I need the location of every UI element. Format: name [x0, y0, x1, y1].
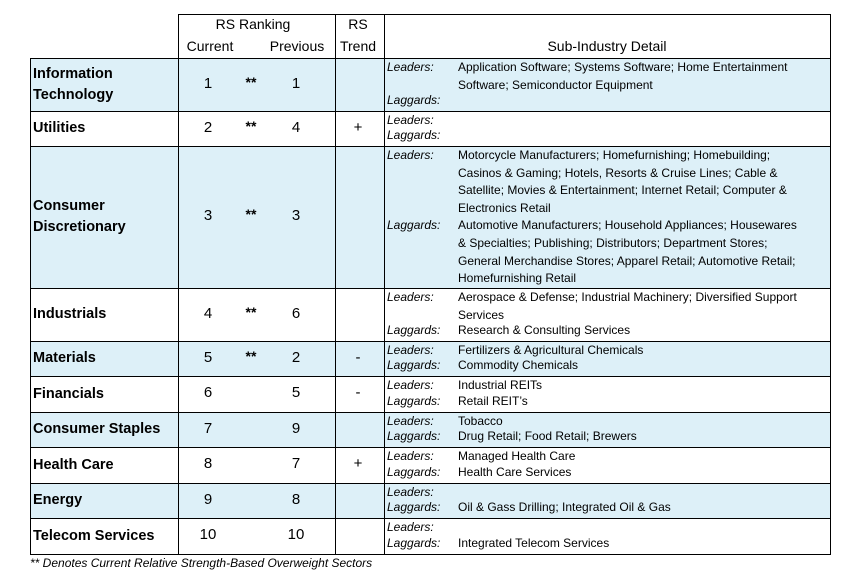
laggards-label: Laggards:	[387, 93, 441, 108]
sector-name-text: Materials	[33, 350, 96, 366]
current-rank: 9	[203, 490, 213, 508]
row-divider	[30, 111, 830, 112]
sector-name	[33, 376, 104, 412]
leaders-detail: Industrial REITs	[458, 378, 543, 392]
laggards-detail: Drug Retail; Food Retail; Brewers	[458, 429, 637, 444]
leaders-label: Leaders:	[387, 449, 434, 463]
row-divider	[30, 146, 830, 147]
header-rs-ranking: RS Ranking	[215, 16, 291, 32]
leaders-label: Leaders:	[387, 290, 434, 304]
header-bottom-border	[30, 58, 830, 59]
table-row	[30, 518, 830, 554]
leaders-label: Leaders:	[387, 378, 434, 392]
table-row	[30, 447, 830, 483]
laggards-detail: Automotive Manufacturers; Household Appliances; Housewares & Specialties; Publishing; Distributors; Department Stores; General Merchandise Stores; Apparel Retail; Automotive Retail; Homefurnishing Retail	[458, 218, 797, 286]
table-row	[30, 341, 830, 376]
leaders-label: Leaders:	[387, 113, 434, 127]
laggards-detail: Research & Consulting Services	[458, 323, 631, 338]
header-sub-industry-detail: Sub-Industry Detail	[547, 38, 667, 54]
leaders-label: Leaders:	[387, 343, 434, 357]
sector-name	[33, 146, 126, 288]
laggards-label: Laggards:	[387, 465, 441, 480]
sector-column-divider	[178, 14, 179, 555]
row-divider	[30, 483, 830, 484]
table-row	[30, 146, 830, 288]
previous-rank: 7	[291, 455, 301, 472]
leaders-label: Leaders:	[387, 414, 434, 428]
row-divider	[30, 376, 830, 377]
leaders-label: Leaders:	[387, 485, 434, 499]
laggards-label: Laggards:	[387, 218, 441, 233]
sector-name-text: Industrials	[33, 306, 107, 322]
right-border	[830, 14, 831, 555]
leaders-detail: Aerospace & Defense; Industrial Machinery; Diversified Support Services	[458, 290, 797, 322]
rs-trend: +	[353, 118, 363, 136]
sector-name	[33, 288, 106, 341]
sector-name-text: Health Care	[33, 456, 114, 473]
table-row	[30, 288, 830, 341]
current-rank: 5	[203, 348, 213, 366]
table-row	[30, 58, 830, 111]
row-divider	[30, 554, 830, 555]
current-rank: 1	[203, 74, 213, 92]
current-rank: 3	[203, 207, 213, 224]
laggards-detail: Retail REIT’s	[458, 394, 528, 409]
header-trend: Trend	[339, 38, 377, 54]
sector-name-text: Telecom Services	[33, 527, 155, 544]
row-divider	[30, 412, 830, 413]
left-border	[30, 58, 31, 555]
previous-rank: 8	[291, 490, 301, 508]
previous-rank: 5	[291, 384, 301, 401]
previous-rank: 3	[291, 207, 301, 224]
header-rs: RS	[348, 16, 368, 32]
sector-name	[33, 58, 113, 111]
current-rank: 7	[203, 419, 213, 437]
table-row	[30, 412, 830, 447]
laggards-label: Laggards:	[387, 358, 441, 373]
footnote: ** Denotes Current Relative Strength-Based Overweight Sectors	[30, 556, 373, 570]
row-divider	[30, 341, 830, 342]
laggards-label: Laggards:	[387, 323, 441, 338]
sector-name-text: Consumer Discretionary	[33, 198, 126, 235]
laggards-detail: Health Care Services	[458, 465, 572, 480]
current-rank: 8	[203, 455, 213, 472]
previous-rank: 4	[291, 118, 301, 136]
sector-name	[33, 518, 154, 554]
laggards-detail: Oil & Gass Drilling; Integrated Oil & Gas	[458, 500, 671, 515]
current-rank: 6	[203, 384, 213, 401]
laggards-detail: Integrated Telecom Services	[458, 536, 610, 551]
laggards-label: Laggards:	[387, 500, 441, 515]
laggards-label: Laggards:	[387, 429, 441, 444]
rs-trend: -	[355, 348, 361, 366]
current-rank: 10	[199, 526, 217, 543]
current-rank: 4	[203, 304, 213, 322]
leaders-detail: Fertilizers & Agricultural Chemicals	[458, 343, 644, 357]
overweight-marker: **	[245, 73, 257, 90]
sector-name	[33, 341, 96, 376]
current-rank: 2	[203, 118, 213, 136]
laggards-label: Laggards:	[387, 394, 441, 409]
sector-name	[33, 447, 114, 483]
rs-trend: -	[355, 384, 361, 401]
leaders-detail: Tobacco	[458, 414, 503, 428]
table-row	[30, 483, 830, 518]
leaders-detail: Application Software; Systems Software; Home Entertainment Software; Semiconductor Equipment	[458, 60, 788, 92]
table-row	[30, 376, 830, 412]
leaders-detail: Managed Health Care	[458, 449, 576, 463]
overweight-marker: **	[245, 347, 257, 364]
header-top-border	[178, 14, 830, 15]
sector-name	[33, 412, 160, 447]
sector-name-text: Utilities	[33, 120, 86, 136]
overweight-marker: **	[245, 206, 257, 222]
sector-name-text: Consumer Staples	[33, 421, 161, 437]
leaders-label: Leaders:	[387, 60, 434, 74]
leaders-detail: Motorcycle Manufacturers; Homefurnishing; Homebuilding; Casinos & Gaming; Hotels, Resorts & Cruise Lines; Cable & Satellite; Movies & Entertainment; Internet Retail; Computer & Electronics Retail	[458, 148, 787, 215]
rs-trend: +	[353, 455, 363, 472]
row-divider	[30, 518, 830, 519]
leaders-label: Leaders:	[387, 520, 434, 534]
ranking-column-divider	[335, 14, 336, 555]
laggards-label: Laggards:	[387, 128, 441, 143]
table-row	[30, 111, 830, 146]
laggards-detail: Commodity Chemicals	[458, 358, 579, 373]
previous-rank: 6	[291, 304, 301, 322]
leaders-label: Leaders:	[387, 148, 434, 162]
sector-name	[33, 111, 85, 146]
sector-name-text: Financials	[33, 385, 104, 402]
overweight-marker: **	[245, 117, 257, 134]
row-divider	[30, 447, 830, 448]
overweight-marker: **	[245, 303, 257, 320]
trend-column-divider	[384, 14, 385, 555]
header-previous: Previous	[269, 38, 325, 54]
sector-name	[33, 483, 82, 518]
previous-rank: 1	[291, 74, 301, 92]
sector-name-text: Information Technology	[33, 65, 114, 103]
header-current: Current	[186, 38, 234, 54]
sector-name-text: Energy	[33, 492, 83, 508]
previous-rank: 9	[291, 419, 301, 437]
laggards-label: Laggards:	[387, 536, 441, 551]
row-divider	[30, 288, 830, 289]
previous-rank: 2	[291, 348, 301, 366]
previous-rank: 10	[287, 526, 305, 543]
